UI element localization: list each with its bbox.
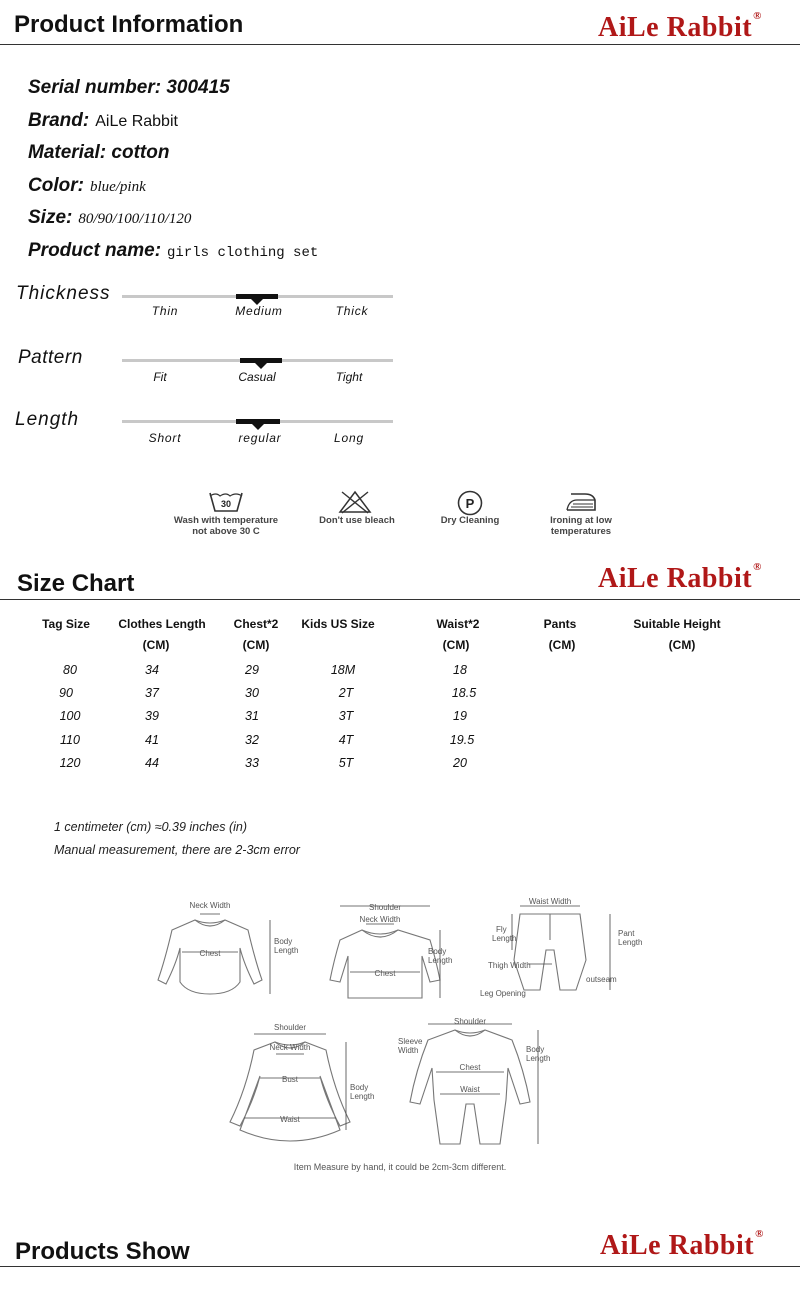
cell-waist: 19.5 — [449, 733, 475, 747]
brand-logo: AiLe Rabbit® — [598, 10, 762, 43]
unit-chest: (CM) — [242, 638, 270, 652]
header-divider — [0, 599, 800, 600]
label-sleeve-width: Width — [398, 1046, 419, 1055]
col-header-suitable-height: Suitable Height — [633, 617, 721, 631]
cell-waist: 18 — [453, 663, 467, 677]
cell-clothes-length: 39 — [145, 709, 159, 723]
thickness-option-thin: Thin — [151, 304, 179, 318]
table-row — [0, 663, 800, 681]
wash-30-icon — [208, 490, 244, 514]
label-neck-width: Neck Width — [359, 915, 401, 924]
label-waist-width: Waist Width — [528, 897, 572, 906]
header-divider — [0, 1266, 800, 1267]
label-chest: Chest — [374, 969, 396, 978]
label-shoulder: Shoulder — [273, 1023, 307, 1032]
cell-chest: 32 — [245, 733, 259, 747]
measurement-error-note: Manual measurement, there are 2-3cm error — [54, 843, 300, 857]
table-row — [0, 709, 800, 727]
svg-text:30: 30 — [220, 499, 232, 509]
cell-kids-us-size: 2T — [338, 686, 354, 700]
thickness-option-thick: Thick — [335, 304, 369, 318]
brand-row: Brand: AiLe Rabbit — [28, 110, 178, 131]
cell-kids-us-size: 4T — [338, 733, 354, 747]
brand-logo: AiLe Rabbit® — [598, 561, 762, 594]
cell-clothes-length: 44 — [145, 756, 159, 770]
dry-cleaning-text: Dry Cleaning — [440, 515, 500, 526]
label-body-length: Body — [350, 1083, 369, 1092]
label-pant-length: Pant — [618, 929, 635, 938]
ironing-low-text: Ironing at low temperatures — [550, 515, 612, 537]
product-name-row: Product name: girls clothing set — [28, 240, 319, 261]
table-row — [0, 756, 800, 774]
label-shoulder: Shoulder — [368, 903, 402, 912]
col-header-clothes-length: Clothes Length — [118, 617, 206, 631]
cell-kids-us-size: 18M — [330, 663, 356, 677]
label-neck-width: Neck Width — [189, 901, 231, 910]
wash-temperature-text: Wash with temperature not above 30 C — [173, 515, 279, 537]
unit-suitable-height: (CM) — [668, 638, 696, 652]
label-body-length: Length — [526, 1054, 551, 1063]
cell-chest: 29 — [245, 663, 259, 677]
label-body-length: Body — [274, 937, 293, 946]
thickness-option-medium: Medium — [235, 304, 283, 318]
measurement-diagram — [140, 890, 660, 1180]
table-row — [0, 686, 800, 704]
cell-tag-size: 80 — [63, 663, 77, 677]
length-pointer-icon — [252, 424, 264, 430]
serial-number-row: Serial number: 300415 — [28, 77, 230, 98]
label-sleeve-width: Sleeve — [398, 1037, 423, 1046]
cell-kids-us-size: 3T — [338, 709, 354, 723]
cell-waist: 19 — [453, 709, 467, 723]
section-title-products-show: Products Show — [15, 1238, 190, 1265]
conversion-note: 1 centimeter (cm) ≈0.39 inches (in) — [54, 820, 248, 834]
svg-text:P: P — [465, 496, 475, 511]
cell-chest: 33 — [245, 756, 259, 770]
label-fly-length: Fly — [496, 925, 507, 934]
cell-chest: 30 — [245, 686, 259, 700]
label-thigh-width: Thigh Width — [488, 961, 531, 970]
unit-clothes-length: (CM) — [142, 638, 170, 652]
label-chest: Chest — [459, 1063, 481, 1072]
label-outseam: outseam — [586, 975, 617, 984]
label-pant-length: Length — [618, 938, 643, 947]
size-row: Size: 80/90/100/110/120 — [28, 207, 192, 228]
label-bust: Bust — [281, 1075, 299, 1084]
pattern-option-tight: Tight — [335, 370, 363, 384]
cell-kids-us-size: 5T — [338, 756, 354, 770]
cell-clothes-length: 41 — [145, 733, 159, 747]
col-header-pants: Pants — [543, 617, 577, 631]
label-neck-width: Neck Width — [269, 1043, 311, 1052]
cell-tag-size: 90 — [59, 686, 73, 700]
label-body-length: Body — [526, 1045, 545, 1054]
label-body-length: Length — [274, 946, 299, 955]
label-body-length: Length — [350, 1092, 375, 1101]
col-header-chest: Chest*2 — [233, 617, 279, 631]
pattern-label: Pattern — [18, 347, 83, 368]
iron-low-icon — [563, 490, 599, 514]
length-option-regular: regular — [238, 431, 282, 445]
pattern-option-casual: Casual — [238, 370, 276, 384]
diagram-caption: Item Measure by hand, it could be 2cm-3cm different. — [293, 1162, 507, 1172]
dry-clean-icon — [456, 489, 484, 517]
thickness-label: Thickness — [16, 283, 111, 304]
label-waist: Waist — [460, 1085, 480, 1094]
cell-tag-size: 100 — [59, 709, 81, 723]
color-row: Color: blue/pink — [28, 175, 146, 196]
label-fly-length: Length — [492, 934, 517, 943]
brand-logo: AiLe Rabbit® — [600, 1228, 764, 1261]
cell-waist: 18.5 — [451, 686, 477, 700]
label-body-length: Length — [428, 956, 453, 965]
section-title-product-information: Product Information — [14, 11, 244, 38]
col-header-kids-us-size: Kids US Size — [301, 617, 375, 631]
unit-pants: (CM) — [548, 638, 576, 652]
label-waist: Waist — [280, 1115, 300, 1124]
col-header-waist: Waist*2 — [436, 617, 480, 631]
no-bleach-text: Don't use bleach — [319, 515, 395, 526]
pattern-option-fit: Fit — [153, 370, 167, 384]
length-option-short: Short — [148, 431, 182, 445]
label-leg-opening: Leg Opening — [480, 989, 526, 998]
section-title-size-chart: Size Chart — [17, 570, 135, 597]
header-divider — [0, 44, 800, 45]
table-row — [0, 733, 800, 751]
label-shoulder: Shoulder — [453, 1017, 487, 1026]
pattern-pointer-icon — [255, 363, 267, 369]
no-bleach-icon — [338, 490, 372, 514]
label-body-length: Body — [428, 947, 447, 956]
material-row: Material: cotton — [28, 142, 170, 163]
col-header-tag-size: Tag Size — [42, 617, 90, 631]
cell-chest: 31 — [245, 709, 259, 723]
length-option-long: Long — [334, 431, 364, 445]
cell-tag-size: 110 — [60, 733, 80, 747]
cell-clothes-length: 34 — [145, 663, 159, 677]
cell-tag-size: 120 — [59, 756, 81, 770]
unit-waist: (CM) — [442, 638, 470, 652]
length-label: Length — [15, 409, 80, 430]
cell-waist: 20 — [453, 756, 467, 770]
cell-clothes-length: 37 — [145, 686, 159, 700]
label-chest: Chest — [199, 949, 221, 958]
